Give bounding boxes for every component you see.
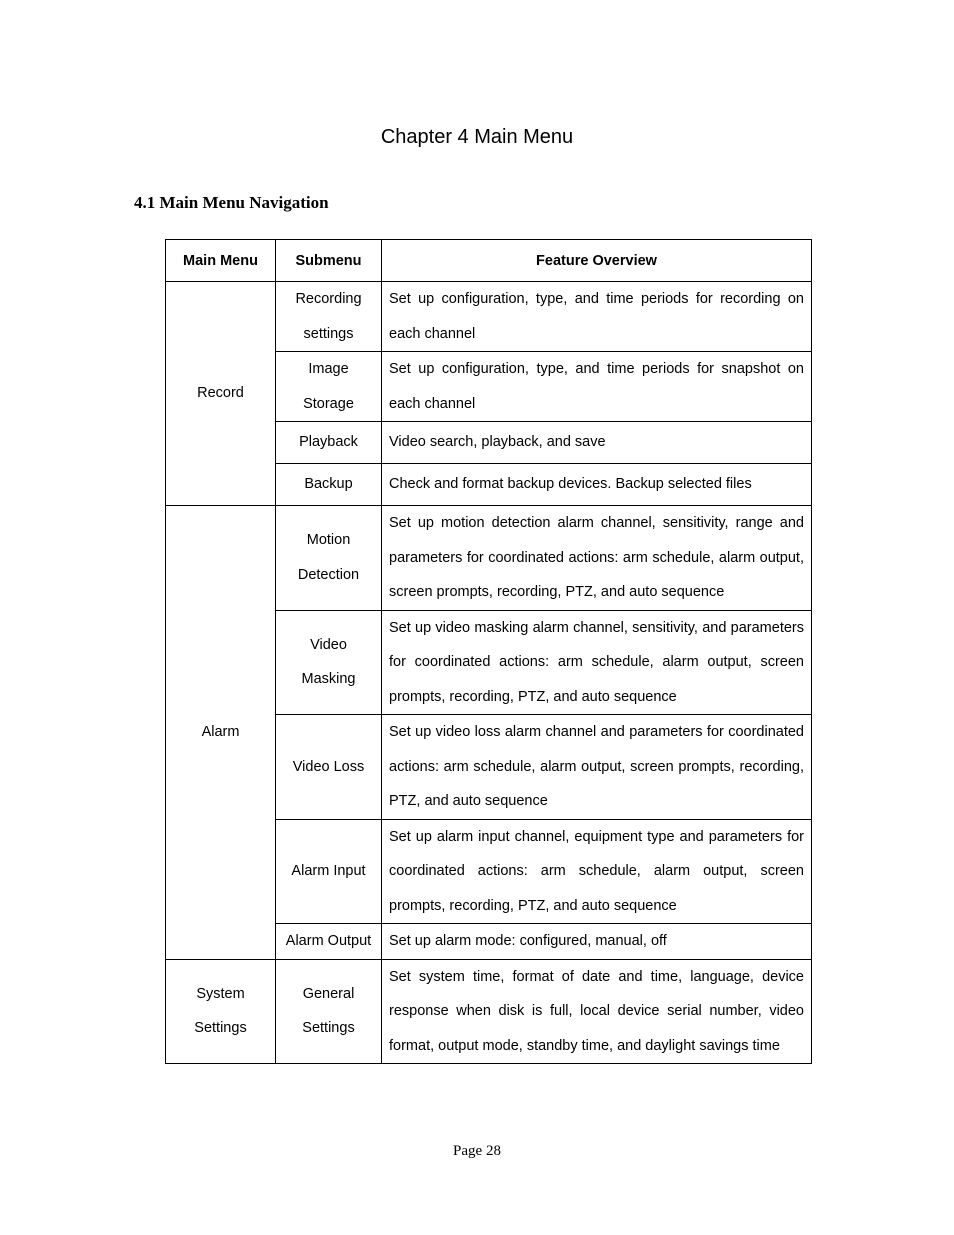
feature-cell: Set up alarm input channel, equipment type and parameters for coordinated actions: arm schedule, alarm output, screen prompts, recording, PTZ, and auto sequence bbox=[382, 819, 812, 924]
page-number: Page 28 bbox=[453, 1143, 501, 1159]
header-feature-overview: Feature Overview bbox=[382, 240, 812, 282]
submenu-cell: Playback bbox=[276, 422, 382, 464]
main-menu-record: Record bbox=[166, 282, 276, 506]
submenu-cell: Alarm Input bbox=[276, 819, 382, 924]
submenu-cell: General Settings bbox=[276, 959, 382, 1064]
feature-cell: Set system time, format of date and time, language, device response when disk is full, local device serial number, video format, output mode, standby time, and daylight savings time bbox=[382, 959, 812, 1064]
submenu-cell: Motion Detection bbox=[276, 506, 382, 611]
submenu-cell: Image Storage bbox=[276, 352, 382, 422]
main-menu-alarm: Alarm bbox=[166, 506, 276, 960]
table-row bbox=[166, 506, 812, 611]
table-header-row bbox=[166, 240, 812, 282]
main-menu-table bbox=[165, 239, 812, 1064]
feature-cell: Check and format backup devices. Backup selected files bbox=[382, 464, 812, 506]
submenu-cell: Video Loss bbox=[276, 715, 382, 820]
feature-cell: Set up video loss alarm channel and parameters for coordinated actions: arm schedule, alarm output, screen prompts, recording, PTZ, and auto sequence bbox=[382, 715, 812, 820]
submenu-cell: Video Masking bbox=[276, 610, 382, 715]
table-row bbox=[166, 282, 812, 352]
feature-cell: Set up configuration, type, and time periods for snapshot on each channel bbox=[382, 352, 812, 422]
section-heading: 4.1 Main Menu Navigation bbox=[134, 193, 329, 212]
feature-cell: Video search, playback, and save bbox=[382, 422, 812, 464]
feature-cell: Set up video masking alarm channel, sensitivity, and parameters for coordinated actions: arm schedule, alarm output, screen prompts, recording, PTZ, and auto sequence bbox=[382, 610, 812, 715]
header-main-menu: Main Menu bbox=[166, 240, 276, 282]
feature-cell: Set up motion detection alarm channel, sensitivity, range and parameters for coordinated actions: arm schedule, alarm output, screen prompts, recording, PTZ, and auto sequence bbox=[382, 506, 812, 611]
feature-cell: Set up configuration, type, and time periods for recording on each channel bbox=[382, 282, 812, 352]
submenu-cell: Recording settings bbox=[276, 282, 382, 352]
main-menu-system-settings: System Settings bbox=[166, 959, 276, 1064]
header-submenu: Submenu bbox=[276, 240, 382, 282]
submenu-cell: Backup bbox=[276, 464, 382, 506]
chapter-title: Chapter 4 Main Menu bbox=[380, 126, 574, 148]
feature-cell: Set up alarm mode: configured, manual, off bbox=[382, 924, 812, 960]
table-row bbox=[166, 959, 812, 1064]
submenu-cell: Alarm Output bbox=[276, 924, 382, 960]
